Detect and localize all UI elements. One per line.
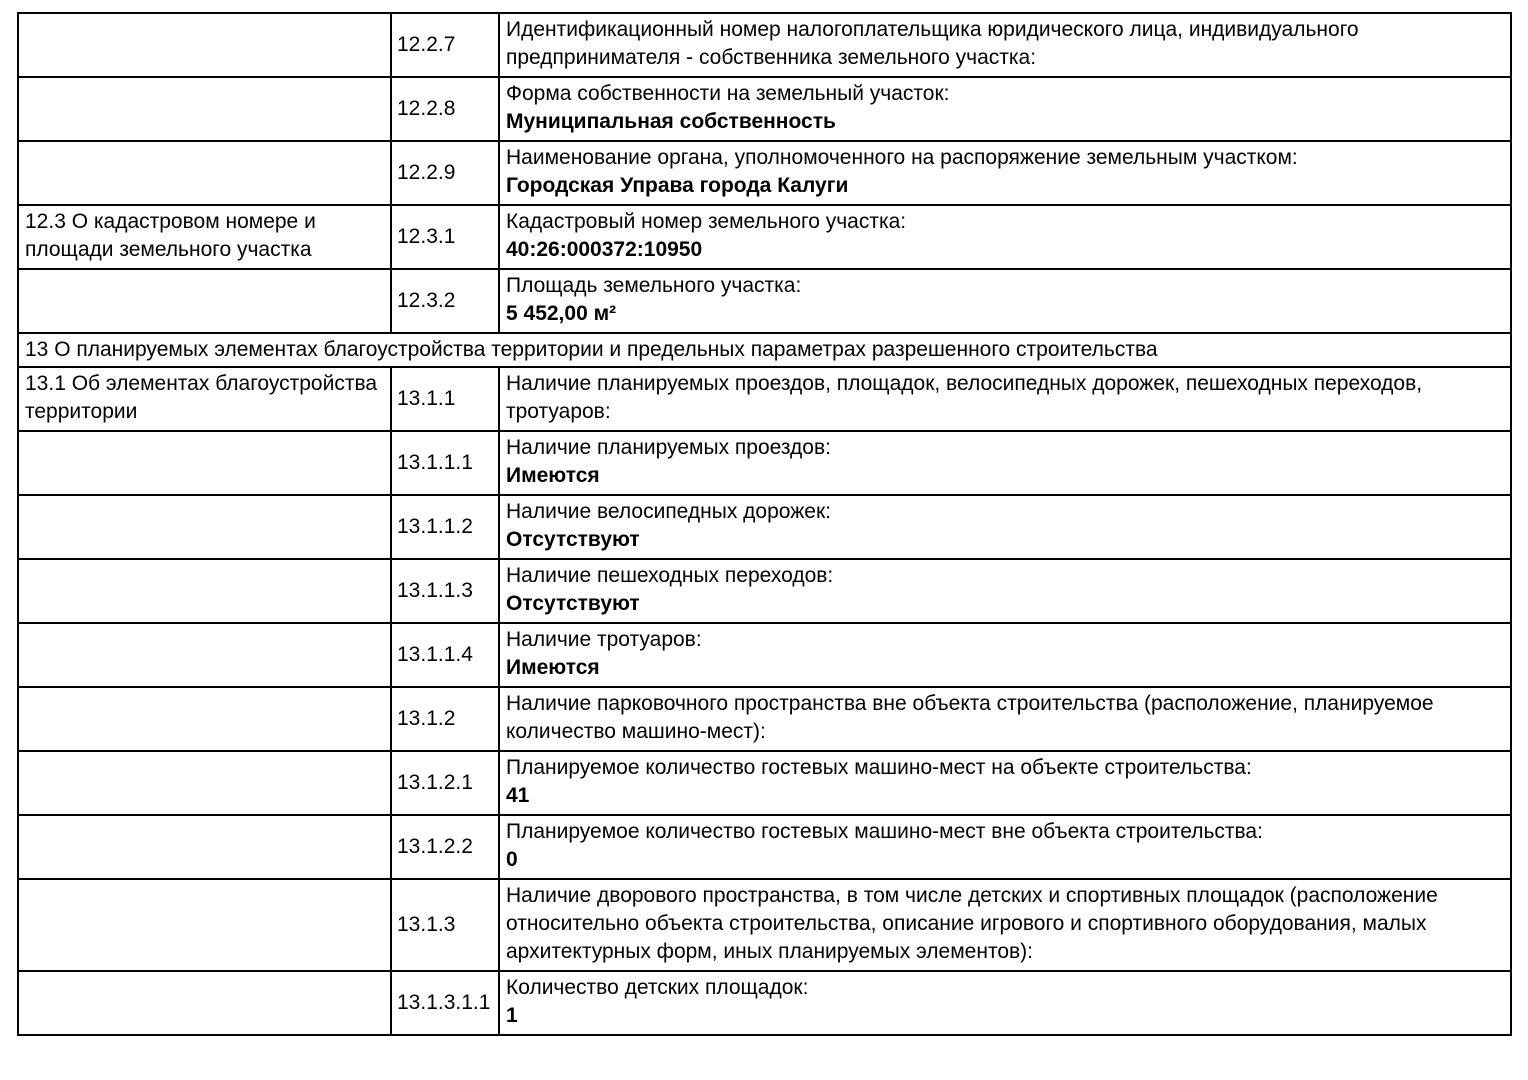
section-cell xyxy=(18,751,391,815)
code-cell: 13.1.3 xyxy=(391,879,499,971)
field-value: 40:26:000372:10950 xyxy=(506,238,703,261)
field-label: Идентификационный номер налогоплательщика юридического лица, индивидуального предпринимателя - собственника земельного участка: xyxy=(506,18,1359,69)
code-cell: 12.3.2 xyxy=(391,269,499,333)
section-cell xyxy=(18,879,391,971)
field-label: Наличие пешеходных переходов: xyxy=(506,564,834,587)
field-value: 0 xyxy=(506,848,518,871)
field-value: 41 xyxy=(506,784,530,807)
code-cell: 13.1.1.1 xyxy=(391,431,499,495)
code-cell: 13.1.1 xyxy=(391,367,499,431)
section-label: 12.3 О кадастровом номере и площади земельного участка xyxy=(25,210,316,261)
content-cell xyxy=(499,879,1511,971)
table-row xyxy=(18,77,1511,141)
field-label: Планируемое количество гостевых машино-мест на объекте строительства: xyxy=(506,756,1252,779)
code-cell: 13.1.2.1 xyxy=(391,751,499,815)
field-label: Планируемое количество гостевых машино-мест вне объекта строительства: xyxy=(506,820,1263,843)
content-cell xyxy=(499,13,1511,77)
code-cell: 13.1.1.2 xyxy=(391,495,499,559)
table-row xyxy=(18,495,1511,559)
content-cell xyxy=(499,495,1511,559)
field-label: Наличие велосипедных дорожек: xyxy=(506,500,831,523)
document-table xyxy=(17,12,1512,1036)
field-label: Форма собственности на земельный участок: xyxy=(506,82,950,105)
code-cell: 13.1.2.2 xyxy=(391,815,499,879)
field-value: Имеются xyxy=(506,464,600,487)
field-value: Муниципальная собственность xyxy=(506,110,836,133)
table-row xyxy=(18,623,1511,687)
section-label: 13.1 Об элементах благоустройства территории xyxy=(25,372,378,423)
table-row xyxy=(18,879,1511,971)
field-value: 5 452,00 м² xyxy=(506,302,617,325)
field-value: Имеются xyxy=(506,656,600,679)
table-row xyxy=(18,815,1511,879)
table-row xyxy=(18,751,1511,815)
content-cell xyxy=(499,623,1511,687)
table-row xyxy=(18,13,1511,77)
content-cell xyxy=(499,367,1511,431)
code-cell: 12.2.8 xyxy=(391,77,499,141)
section-cell xyxy=(18,971,391,1035)
field-label: Наименование органа, уполномоченного на распоряжение земельным участком: xyxy=(506,146,1298,169)
content-cell xyxy=(499,751,1511,815)
field-label: Кадастровый номер земельного участка: xyxy=(506,210,907,233)
section-cell xyxy=(18,623,391,687)
code-cell: 12.2.9 xyxy=(391,141,499,205)
content-cell xyxy=(499,269,1511,333)
section-cell xyxy=(18,269,391,333)
content-cell xyxy=(499,559,1511,623)
table-row xyxy=(18,431,1511,495)
code-cell: 12.3.1 xyxy=(391,205,499,269)
code-cell: 13.1.3.1.1 xyxy=(391,971,499,1035)
section-cell xyxy=(18,205,391,269)
section-cell xyxy=(18,815,391,879)
content-cell xyxy=(499,77,1511,141)
table-row xyxy=(18,687,1511,751)
field-label: Наличие тротуаров: xyxy=(506,628,702,651)
code-cell: 13.1.1.4 xyxy=(391,623,499,687)
section-cell xyxy=(18,687,391,751)
table-row xyxy=(18,205,1511,269)
table-row xyxy=(18,559,1511,623)
code-cell: 13.1.2 xyxy=(391,687,499,751)
code-cell: 12.2.7 xyxy=(391,13,499,77)
content-cell xyxy=(499,687,1511,751)
section-cell xyxy=(18,495,391,559)
section-cell xyxy=(18,77,391,141)
section-cell xyxy=(18,141,391,205)
table-row xyxy=(18,141,1511,205)
field-value: Отсутствуют xyxy=(506,528,640,551)
table-row xyxy=(18,269,1511,333)
code-cell: 13.1.1.3 xyxy=(391,559,499,623)
field-label: Количество детских площадок: xyxy=(506,976,809,999)
content-cell xyxy=(499,141,1511,205)
field-label: Наличие планируемых проездов: xyxy=(506,436,831,459)
field-value: Городская Управа города Калуги xyxy=(506,174,849,197)
table-row xyxy=(18,971,1511,1035)
field-label: Наличие дворового пространства, в том числе детских и спортивных площадок (расположение относительно объекта строительства, описание игрового и спортивного оборудования, малых архитектурных форм, иных планируемых элементов): xyxy=(506,884,1438,963)
field-label: Наличие планируемых проездов, площадок, велосипедных дорожек, пешеходных переходов, тротуаров: xyxy=(506,372,1423,423)
section-header-cell: 13 О планируемых элементах благоустройства территории и предельных параметрах разрешенного строительства xyxy=(18,333,1511,367)
content-cell xyxy=(499,431,1511,495)
content-cell xyxy=(499,205,1511,269)
section-cell xyxy=(18,13,391,77)
field-value: Отсутствуют xyxy=(506,592,640,615)
section-cell xyxy=(18,367,391,431)
field-label: Площадь земельного участка: xyxy=(506,274,802,297)
section-cell xyxy=(18,431,391,495)
content-cell xyxy=(499,815,1511,879)
section-header-row xyxy=(18,333,1511,367)
section-cell xyxy=(18,559,391,623)
table-row xyxy=(18,367,1511,431)
field-label: Наличие парковочного пространства вне объекта строительства (расположение, планируемое количество машино-мест): xyxy=(506,692,1434,743)
field-value: 1 xyxy=(506,1004,518,1027)
content-cell xyxy=(499,971,1511,1035)
